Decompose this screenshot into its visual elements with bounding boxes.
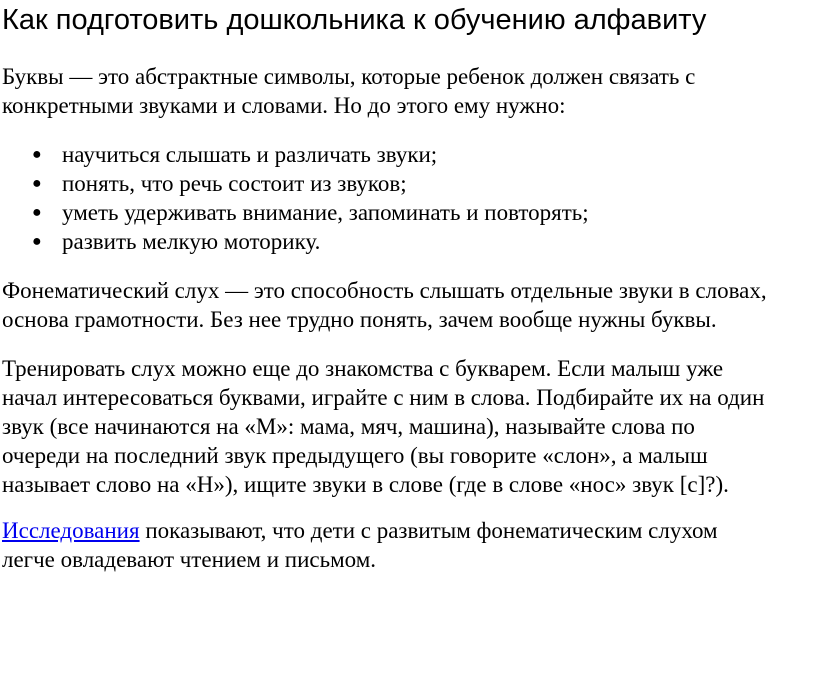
list-item <box>32 227 816 256</box>
research-link[interactable]: Исследования <box>2 518 140 543</box>
skills-list <box>2 140 816 256</box>
bullet-icon: ● <box>32 146 42 163</box>
training-paragraph <box>2 354 816 499</box>
bullet-icon: ● <box>32 233 42 250</box>
page-title: Как подготовить дошкольника к обучению алфавиту <box>2 4 707 36</box>
list-item-text: понять, что речь состоит из звуков; <box>62 171 407 196</box>
bullet-icon: ● <box>32 175 42 192</box>
training-line-1: Тренировать слух можно еще до знакомства с букварем. Если малыш уже <box>2 356 724 381</box>
research-line-1-rest: показывают, что дети с развитым фонематическим слухом <box>139 518 718 543</box>
phonemic-line-1: Фонематический слух — это способность слышать отдельные звуки в словах, <box>2 278 767 303</box>
intro-line-2: конкретными звуками и словами. Но до этого ему нужно: <box>2 93 566 118</box>
training-line-2: начал интересоваться буквами, играйте с ним в слова. Подбирайте их на один <box>2 385 765 410</box>
list-item <box>32 169 816 198</box>
bullet-icon: ● <box>32 204 42 221</box>
list-item-text: уметь удерживать внимание, запоминать и повторять; <box>62 200 589 225</box>
phonemic-line-2: основа грамотности. Без нее трудно понять, зачем вообще нужны буквы. <box>2 307 717 332</box>
training-line-3: звук (все начинаются на «М»: мама, мяч, машина), называйте слова по <box>2 414 695 439</box>
training-line-5: называет слово на «Н»), ищите звуки в слове (где в слове «нос» звук [с]?). <box>2 472 729 497</box>
intro-line-1: Буквы — это абстрактные символы, которые ребенок должен связать с <box>2 64 696 89</box>
list-item-text: научиться слышать и различать звуки; <box>62 142 438 167</box>
list-item-text: развить мелкую моторику. <box>62 229 321 254</box>
intro-paragraph <box>2 62 816 120</box>
training-line-4: очереди на последний звук предыдущего (вы говорите «слон», а малыш <box>2 443 708 468</box>
list-item <box>32 140 816 169</box>
list-item <box>32 198 816 227</box>
research-paragraph <box>2 516 816 574</box>
research-line-2: легче овладевают чтением и письмом. <box>2 547 376 572</box>
phonemic-paragraph <box>2 276 816 334</box>
